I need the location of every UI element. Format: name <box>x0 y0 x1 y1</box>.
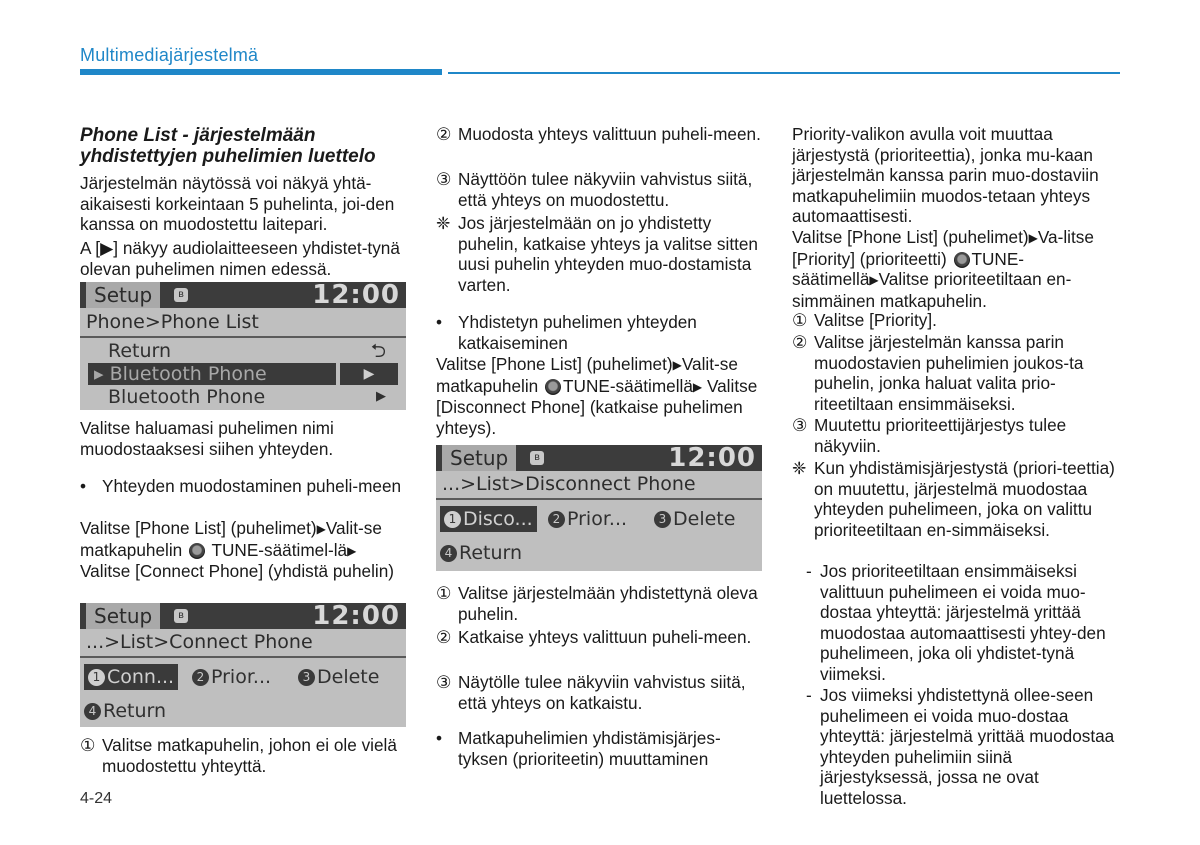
lcd-phone-list <box>80 282 406 410</box>
lcd-clock: 12:00 <box>312 282 400 310</box>
priority-button[interactable] <box>548 506 627 532</box>
select-paragraph: Valitse haluamasi puhelimen nimi muodostaaksesi siihen yhteyden. <box>80 418 334 459</box>
bluetooth-icon: ʙ <box>174 288 188 302</box>
step-text: Valitse [Priority]. <box>814 310 937 330</box>
arrow-right-icon: ▶ <box>347 543 357 558</box>
section-title: Multimediajärjestelmä <box>80 45 259 65</box>
step-text: Valitse järjestelmän kanssa parin muodostavien puhelimien joukos-ta puhelin, jonka haluat valita prio-riteetiltaan ensimmäiseksi. <box>814 332 1084 414</box>
bullet-connect <box>80 476 408 497</box>
section-heading-line1: Phone List - järjestelmään <box>80 125 316 146</box>
lcd-disconnect-phone <box>436 445 762 571</box>
priority-intro: Priority-valikon avulla voit muuttaa järjestystä (prioriteettia), jonka mu-kaan järjestelmän kanssa parin muo-dostaviin matkapuhelimiin muodos-tetaan yhteys automaattisesti. <box>792 124 1099 226</box>
note-icon: ❈ <box>792 458 807 478</box>
lcd-connect-phone <box>80 603 406 727</box>
instruction-part: Va-litse [Priority] (prioriteetti) <box>792 227 1094 269</box>
instruction-part: Valitse [Phone List] (puhelimet) <box>792 227 1029 247</box>
lcd-clock: 12:00 <box>312 603 400 631</box>
step-text: Katkaise yhteys valittuun puheli-meen. <box>458 627 752 647</box>
return-icon: ⮌ <box>370 340 386 362</box>
button-label: Return <box>459 542 523 564</box>
bullet-text: Yhteyden muodostaminen puheli-meen <box>102 476 402 496</box>
note-already-connected <box>436 213 762 295</box>
return-button[interactable] <box>84 698 166 724</box>
note-priority-changed <box>792 458 1120 540</box>
step-text: Näyttöön tulee näkyviin vahvistus siitä, että yhteys on muodostettu. <box>458 169 753 210</box>
instruction-part: Valit-se matkapuhelin <box>436 354 738 396</box>
note-text: Kun yhdistämisjärjestystä (priori-teettia) on muutettu, järjestelmä muodostaa yhteyden puhelimeen, joka on valittu prioriteetiltaan en-simmäiseksi. <box>814 458 1115 540</box>
header-rule-thin <box>448 72 1120 74</box>
dash-text: Jos viimeksi yhdistettynä ollee-seen puhelimeen ei voida muo-dostaa yhteyttä: järjestelmä yrittää muodostaa yhteyden puhelimiin siinä järjestyksessä, jossa ne ovat luettelossa. <box>820 685 1115 808</box>
tune-knob-icon <box>189 543 205 559</box>
instruction-part: Valitse [Disconnect Phone] (katkaise puhelimen yhteys). <box>436 375 758 438</box>
lcd-row-return[interactable] <box>88 340 398 362</box>
instruction-part: TUNE-säätimellä <box>563 375 693 396</box>
connect-button[interactable] <box>84 664 178 690</box>
bluetooth-icon: ʙ <box>530 451 544 465</box>
number-3-icon: 3 <box>298 669 315 686</box>
lcd-breadcrumb: ...>List>Connect Phone <box>86 631 313 653</box>
lcd-row-label: ▸ Bluetooth Phone <box>94 363 267 385</box>
button-label: Disco... <box>463 508 533 530</box>
step-disconnect <box>436 627 762 648</box>
header-rule-thick <box>80 69 442 75</box>
step-marker: ③ <box>436 672 452 692</box>
instruction-part: Valitse prioriteetiltaan en-simmäinen matkapuhelin. <box>792 269 1072 311</box>
step-text: Valitse matkapuhelin, johon ei ole vielä muodostettu yhteyttä. <box>102 735 397 776</box>
step-select-connected <box>436 583 762 624</box>
tune-knob-icon <box>954 252 970 268</box>
number-4-icon: 4 <box>440 545 457 562</box>
step-marker: ① <box>80 735 96 755</box>
delete-button[interactable] <box>298 664 379 690</box>
lcd-breadcrumb: ...>List>Disconnect Phone <box>442 473 696 495</box>
button-label: Return <box>103 700 167 722</box>
step-priority-shown <box>792 415 1120 456</box>
step-marker: ① <box>436 583 452 603</box>
bullet-icon: • <box>436 728 443 748</box>
number-1-icon: 1 <box>444 511 461 528</box>
arrow-right-icon: ▶ <box>692 379 703 394</box>
lcd-row-label: Return <box>108 340 172 362</box>
step-confirmation <box>436 169 762 210</box>
page-number: 4-24 <box>80 790 113 807</box>
number-2-icon: 2 <box>548 511 565 528</box>
bullet-text: Yhdistetyn puhelimen yhteyden katkaiseminen <box>458 312 697 353</box>
lcd-setup-label: Setup <box>86 282 160 308</box>
bullet-icon: • <box>436 312 443 332</box>
step-disconnect-confirm <box>436 672 762 713</box>
lcd-clock: 12:00 <box>668 445 756 473</box>
bullet-text: Matkapuhelimien yhdistämisjärjes-tyksen (prioriteetin) muuttaminen <box>458 728 721 769</box>
button-label: Prior... <box>567 508 628 530</box>
arrow-right-icon: ▶ <box>1028 231 1038 245</box>
dash-text: Jos prioriteetiltaan ensimmäiseksi valittuun puhelimeen ei voida muo-dostaa yhteyttä: järjestelmä yrittää muodostaa automaattisesti yhtey-den puhelimeen, joka oli yhdistet-tynä viimeksi. <box>820 561 1106 684</box>
step-marker: ③ <box>436 169 452 189</box>
step-marker: ① <box>792 310 808 330</box>
step-text: Muutettu prioriteettijärjestys tulee näkyviin. <box>814 415 1067 456</box>
lcd-setup-label: Setup <box>442 445 516 471</box>
button-label: Prior... <box>211 666 272 688</box>
section-heading-line2: yhdistettyjen puhelimien luettelo <box>80 146 376 167</box>
delete-button[interactable] <box>654 506 735 532</box>
lcd-row-bluetooth-phone-selected[interactable] <box>88 363 336 385</box>
disconnect-instructions <box>436 354 762 438</box>
number-2-icon: 2 <box>192 669 209 686</box>
bullet-priority <box>436 728 762 769</box>
connect-instructions <box>80 518 408 582</box>
instruction-part: Valit-se matkapuhelin <box>80 518 382 560</box>
instruction-part: Valitse [Phone List] (puhelimet) <box>80 518 317 538</box>
instruction-part: TUNE-säätimel-lä <box>211 539 348 560</box>
step-select-phone <box>80 735 408 776</box>
indicator-paragraph: A [▶] näkyy audiolaitteeseen yhdistet-tynä olevan puhelimen nimen edessä. <box>80 238 400 279</box>
step-marker: ② <box>436 627 452 647</box>
arrow-right-icon: ▶ <box>672 358 682 372</box>
button-label: Conn... <box>107 666 175 688</box>
dash-marker: - <box>806 561 812 581</box>
button-label: Delete <box>673 508 736 530</box>
lcd-divider <box>436 498 762 500</box>
step-marker: ③ <box>792 415 808 435</box>
note-text: Jos järjestelmään on jo yhdistetty puhelin, katkaise yhteys ja valitse sitten uusi puhelin yhteyden muo-dostamista varten. <box>458 213 758 295</box>
dash-item-last-fails <box>792 685 1120 808</box>
step-select-priority <box>792 310 1120 331</box>
number-4-icon: 4 <box>84 703 101 720</box>
step-marker: ② <box>792 332 808 352</box>
lcd-row-label: Bluetooth Phone <box>108 386 266 408</box>
chevron-right-icon: ▶ <box>376 389 386 404</box>
lcd-divider <box>80 656 406 658</box>
lcd-breadcrumb: Phone>Phone List <box>86 311 259 333</box>
bluetooth-icon: ʙ <box>174 609 188 623</box>
step-text: Muodosta yhteys valittuun puheli-meen. <box>458 124 761 144</box>
number-3-icon: 3 <box>654 511 671 528</box>
bullet-disconnect <box>436 312 762 353</box>
dash-marker: - <box>806 685 812 705</box>
step-marker: ② <box>436 124 452 144</box>
return-button[interactable] <box>440 540 522 566</box>
step-connect <box>436 124 762 145</box>
instruction-part: Valitse [Connect Phone] (yhdistä puhelin) <box>80 561 395 581</box>
step-text: Näytölle tulee näkyviin vahvistus siitä, että yhteys on katkaistu. <box>458 672 746 713</box>
step-choose-first <box>792 332 1120 414</box>
lcd-row-bluetooth-phone[interactable] <box>88 386 398 408</box>
priority-instructions <box>792 227 1120 311</box>
priority-button[interactable] <box>192 664 271 690</box>
instruction-part: TUNE-säätimellä <box>792 248 1025 289</box>
number-1-icon: 1 <box>88 669 105 686</box>
button-label: Delete <box>317 666 380 688</box>
step-text: Valitse järjestelmään yhdistettynä oleva puhelin. <box>458 583 758 624</box>
instruction-part: Valitse [Phone List] (puhelimet) <box>436 354 673 374</box>
intro-paragraph: Järjestelmän näytössä voi näkyä yhtä-aikaisesti korkeintaan 5 puhelinta, joi-den kanssa on muodostettu laitepari. <box>80 173 395 234</box>
lcd-setup-label: Setup <box>86 603 160 629</box>
note-icon: ❈ <box>436 213 451 233</box>
dash-item-first-fails <box>792 561 1120 684</box>
tune-knob-icon <box>545 379 561 395</box>
disconnect-button[interactable] <box>440 506 537 532</box>
lcd-divider <box>80 336 406 338</box>
arrow-right-icon: ▶ <box>869 273 879 287</box>
arrow-right-icon: ▶ <box>316 522 326 536</box>
chevron-right-icon: ▶ <box>340 363 398 385</box>
bullet-icon: • <box>80 476 87 496</box>
